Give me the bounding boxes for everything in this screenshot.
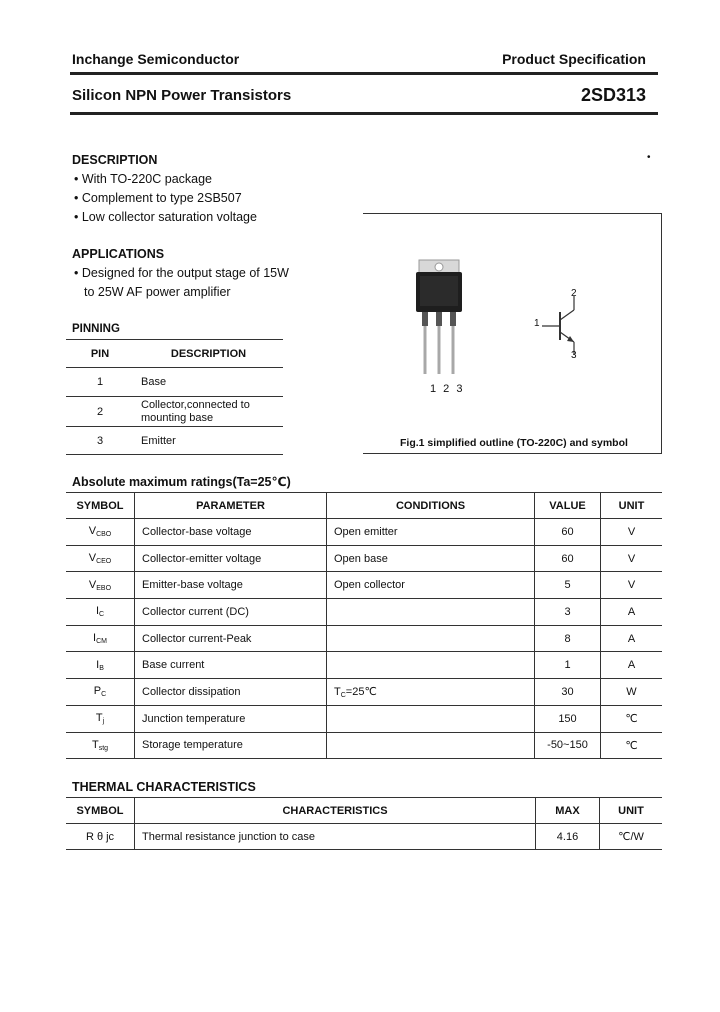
rating-symbol-subscript: C	[99, 611, 105, 619]
rating-parameter: Collector-base voltage	[135, 519, 327, 546]
rating-symbol-subscript: CBO	[96, 531, 112, 539]
description-title: DESCRIPTION	[72, 153, 158, 167]
pin-description-header: DESCRIPTION	[170, 347, 247, 360]
rating-symbol	[66, 599, 135, 626]
symbol-label-collector: 2	[571, 288, 577, 299]
rating-value: 30	[535, 679, 601, 706]
thermal-unit-header: UNIT	[600, 798, 663, 824]
rating-value: 60	[535, 519, 601, 546]
rating-symbol	[66, 652, 135, 679]
ratings-header-row	[66, 493, 662, 519]
rating-symbol	[66, 519, 135, 546]
rating-parameter: Collector current (DC)	[135, 599, 327, 626]
rating-condition	[327, 625, 535, 652]
figure-caption: Fig.1 simplified outline (TO-220C) and symbol	[400, 437, 628, 449]
pin-number: 1	[96, 376, 104, 388]
thermal-table	[66, 797, 662, 850]
table-row	[66, 824, 662, 850]
rating-symbol-subscript: j	[102, 718, 105, 726]
rating-symbol-main: I	[93, 632, 97, 645]
table-row	[66, 652, 662, 679]
rating-condition: Open base	[327, 545, 535, 572]
rating-unit: W	[601, 679, 663, 706]
rating-symbol-main: I	[95, 605, 99, 618]
thermal-symbol-header: SYMBOL	[76, 804, 124, 817]
rating-symbol-main: V	[88, 578, 97, 591]
rating-symbol-subscript: B	[99, 664, 104, 672]
rating-unit: ℃	[601, 705, 663, 732]
table-row	[66, 572, 662, 599]
rating-value: 3	[535, 599, 601, 626]
conditions-header: CONDITIONS	[327, 493, 535, 519]
rating-value: -50~150	[535, 732, 601, 759]
rating-symbol-subscript: CM	[96, 638, 107, 646]
package-pin-numbers: 1 2 3	[430, 383, 465, 395]
rating-parameter: Junction temperature	[135, 705, 327, 732]
table-row	[66, 705, 662, 732]
pinning-header-row	[66, 340, 283, 368]
rating-value: 5	[535, 572, 601, 599]
characteristics-header: CHARACTERISTICS	[135, 798, 536, 824]
description-item: • Low collector saturation voltage	[74, 210, 257, 224]
symbol-label-emitter: 3	[571, 350, 577, 361]
symbol-label-base: 1	[534, 318, 540, 329]
company-name: Inchange Semiconductor	[72, 51, 240, 67]
value-header: VALUE	[535, 493, 601, 519]
rating-unit: ℃	[601, 732, 663, 759]
rating-parameter: Storage temperature	[135, 732, 327, 759]
rating-symbol-subscript: CEO	[96, 558, 112, 566]
rating-condition: Open collector	[327, 572, 535, 599]
rating-condition	[327, 679, 535, 706]
table-row	[66, 599, 662, 626]
rating-condition	[327, 599, 535, 626]
table-row	[66, 427, 283, 455]
table-row	[66, 732, 662, 759]
thermal-max: 4.16	[536, 824, 600, 850]
rating-unit: V	[601, 572, 663, 599]
rating-unit: A	[601, 599, 663, 626]
applications-title: APPLICATIONS	[72, 247, 165, 261]
rating-symbol	[66, 545, 135, 572]
table-row	[66, 397, 283, 427]
document-type: Product Specification	[502, 51, 646, 67]
rating-parameter: Base current	[135, 652, 327, 679]
pin-number: 2	[96, 405, 104, 418]
max-header: MAX	[536, 798, 600, 824]
unit-header: UNIT	[601, 493, 663, 519]
pinning-title: PINNING	[72, 323, 120, 335]
header-rule-bottom	[70, 112, 658, 115]
to220-package-image	[411, 258, 469, 378]
thermal-unit: ℃/W	[600, 824, 663, 850]
rating-symbol-subscript: C	[101, 691, 107, 699]
pin-description: Emitter	[141, 434, 176, 447]
description-item: • Complement to type 2SB507	[74, 191, 242, 205]
npn-transistor-symbol-icon	[528, 282, 608, 372]
table-row	[66, 368, 283, 397]
pin-description: Base	[141, 376, 167, 388]
rating-unit: V	[601, 519, 663, 546]
condition-main: T	[334, 685, 341, 698]
rating-symbol-main: P	[93, 685, 102, 698]
rating-symbol	[66, 732, 135, 759]
rating-symbol-main: V	[88, 525, 97, 538]
thermal-symbol: R θ jc	[85, 830, 115, 843]
rating-symbol	[66, 679, 135, 706]
pinning-table	[66, 339, 283, 455]
rating-symbol	[66, 572, 135, 599]
condition-subscript: C	[340, 691, 346, 699]
pin-number: 3	[96, 434, 104, 447]
rating-parameter: Collector dissipation	[135, 679, 327, 706]
rating-symbol-main: V	[88, 552, 97, 565]
rating-symbol-subscript: EBO	[96, 584, 112, 592]
table-row	[66, 545, 662, 572]
rating-symbol-main: T	[95, 712, 103, 725]
rating-symbol-subscript: stg	[98, 744, 109, 752]
parameter-header: PARAMETER	[135, 493, 327, 519]
rating-parameter: Collector-emitter voltage	[135, 545, 327, 572]
rating-value: 1	[535, 652, 601, 679]
thermal-title: THERMAL CHARACTERISTICS	[72, 780, 256, 794]
rating-symbol-main: T	[91, 738, 99, 751]
rating-unit: A	[601, 625, 663, 652]
rating-unit: A	[601, 652, 663, 679]
pin-description: Collector,connected to mounting base	[141, 398, 250, 424]
rating-value: 60	[535, 545, 601, 572]
condition-rest: =25℃	[345, 685, 377, 698]
table-row	[66, 679, 662, 706]
rating-symbol-main: I	[96, 658, 100, 671]
thermal-characteristic: Thermal resistance junction to case	[135, 824, 536, 850]
rating-condition	[327, 705, 535, 732]
rating-parameter: Collector current-Peak	[135, 625, 327, 652]
figure-box	[363, 213, 662, 454]
rating-symbol	[66, 705, 135, 732]
rating-value: 150	[535, 705, 601, 732]
application-line: • Designed for the output stage of 15W	[74, 266, 289, 280]
part-number: 2SD313	[580, 85, 646, 105]
rating-condition: Open emitter	[327, 519, 535, 546]
rating-unit: V	[601, 545, 663, 572]
header-rule-top	[70, 72, 658, 75]
table-row	[66, 519, 662, 546]
rating-parameter: Emitter-base voltage	[135, 572, 327, 599]
rating-value: 8	[535, 625, 601, 652]
rating-condition	[327, 732, 535, 759]
stray-bullet: •	[647, 152, 651, 163]
pin-header: PIN	[90, 347, 110, 360]
rating-symbol	[66, 625, 135, 652]
description-item: • With TO-220C package	[74, 172, 213, 186]
symbol-header: SYMBOL	[76, 499, 124, 512]
thermal-header-row	[66, 798, 662, 824]
application-line: to 25W AF power amplifier	[84, 285, 231, 299]
ratings-title: Absolute maximum ratings(Ta=25℃)	[72, 475, 291, 489]
ratings-table	[66, 492, 662, 759]
product-line: Silicon NPN Power Transistors	[72, 87, 292, 104]
rating-condition	[327, 652, 535, 679]
table-row	[66, 625, 662, 652]
